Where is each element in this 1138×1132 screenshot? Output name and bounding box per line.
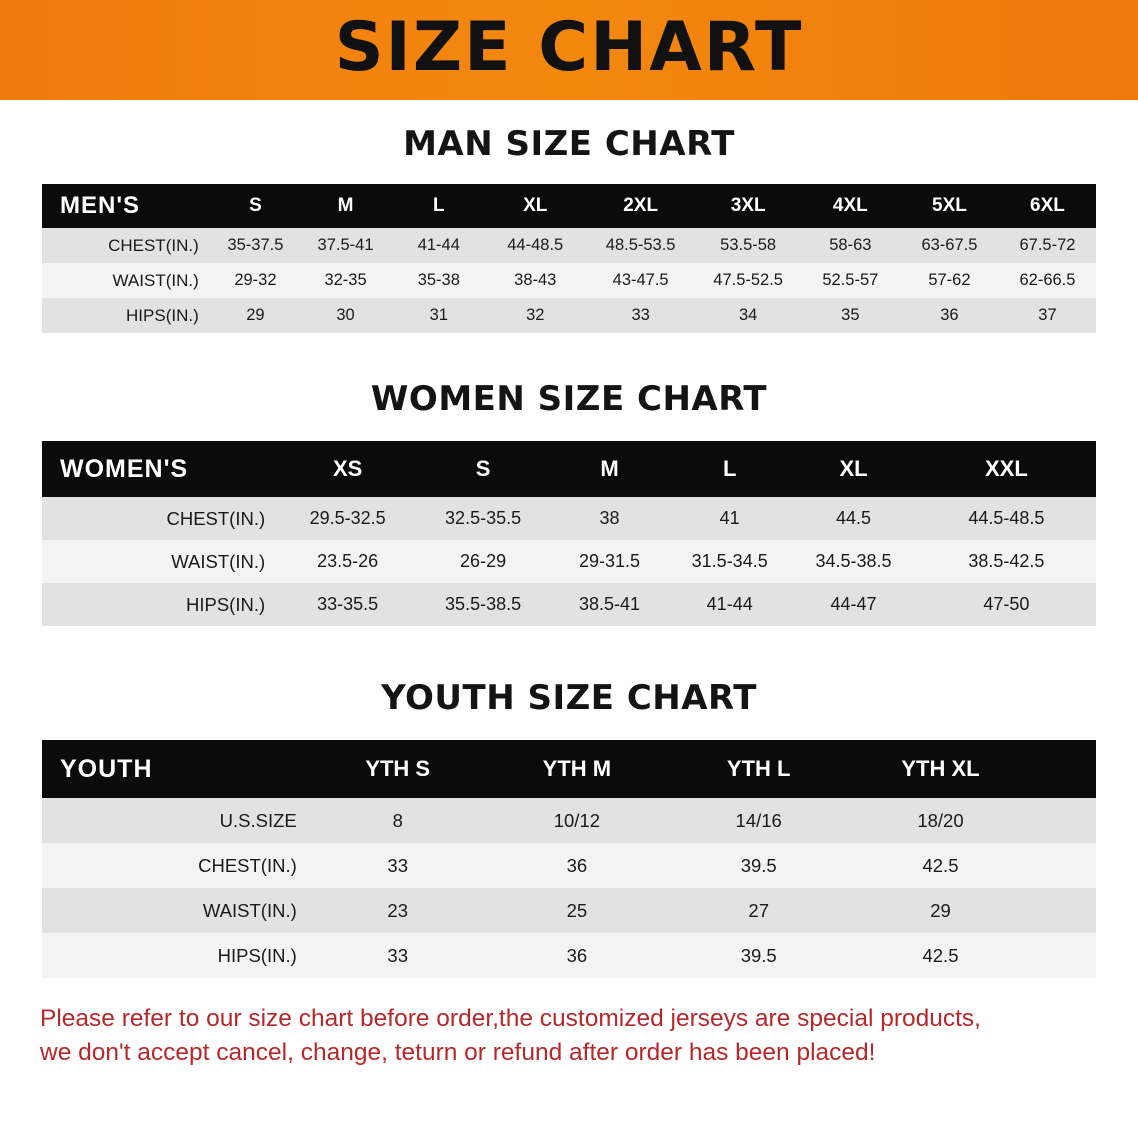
women-cell: 41	[719, 508, 740, 528]
man-header-cell: M	[337, 195, 354, 216]
table-row	[42, 298, 1096, 333]
youth-row-label: WAIST(IN.)	[202, 899, 297, 921]
women-cell: 32.5-35.5	[445, 508, 522, 528]
women-cell: 31.5-34.5	[691, 551, 768, 571]
man-cell: 37.5-41	[317, 236, 374, 254]
man-cell: 57-62	[928, 271, 971, 289]
man-cell: 33	[631, 306, 650, 324]
man-cell: 30	[336, 306, 355, 324]
table-row	[42, 228, 1096, 263]
youth-cell: 39.5	[740, 944, 777, 966]
youth-cell-spacer	[1033, 888, 1096, 933]
women-cell: 47-50	[983, 594, 1030, 614]
banner	[0, 0, 1138, 100]
man-header-cell: XL	[523, 195, 548, 216]
women-cell: 35.5-38.5	[445, 594, 522, 614]
youth-cell: 36	[566, 944, 588, 966]
table-row	[42, 888, 1096, 933]
man-header-cell: L	[433, 195, 445, 216]
man-cell: 34	[738, 306, 758, 324]
man-cell: 36	[940, 306, 959, 324]
youth-table-header-row	[42, 740, 1096, 798]
youth-cell: 10/12	[553, 809, 601, 831]
table-row	[42, 843, 1096, 888]
man-row-label: HIPS(IN.)	[126, 305, 199, 325]
man-table-header-row	[42, 184, 1096, 228]
policy-note	[40, 1002, 1098, 1070]
man-cell: 43-47.5	[612, 271, 669, 289]
women-cell: 44.5-48.5	[968, 508, 1045, 528]
women-header-cell: L	[722, 456, 737, 481]
women-header-cell: XS	[332, 456, 363, 481]
man-size-table	[42, 184, 1096, 333]
man-header-cell: 5XL	[931, 195, 967, 216]
youth-cell-spacer	[1033, 798, 1096, 843]
youth-section-heading: YOUTH SIZE CHART	[381, 678, 757, 718]
women-cell: 34.5-38.5	[815, 551, 892, 571]
table-row	[42, 540, 1096, 583]
youth-cell: 33	[387, 854, 408, 876]
youth-header-cell: YTH M	[542, 756, 612, 781]
man-cell: 41-44	[417, 236, 460, 254]
women-row-label: CHEST(IN.)	[166, 507, 266, 529]
women-cell: 41-44	[706, 594, 753, 614]
man-cell: 44-48.5	[507, 236, 564, 254]
man-cell: 47.5-52.5	[713, 271, 783, 289]
women-cell: 33-35.5	[317, 594, 379, 614]
youth-row-label: U.S.SIZE	[219, 809, 297, 831]
man-cell: 31	[429, 306, 448, 324]
man-cell: 29	[246, 306, 265, 324]
youth-cell-spacer	[1033, 843, 1096, 888]
youth-cell: 25	[566, 899, 588, 921]
table-row	[42, 497, 1096, 540]
man-cell: 48.5-53.5	[605, 236, 676, 254]
women-table-wrap	[42, 441, 1096, 626]
man-cell: 37	[1038, 306, 1057, 324]
man-cell: 52.5-57	[822, 271, 879, 289]
youth-cell: 33	[387, 944, 408, 966]
man-row-label: WAIST(IN.)	[112, 270, 199, 290]
women-cell: 29.5-32.5	[309, 508, 386, 528]
youth-cell: 42.5	[922, 944, 959, 966]
women-row-label: WAIST(IN.)	[171, 550, 266, 572]
man-cell: 32	[526, 306, 545, 324]
youth-cell: 18/20	[917, 809, 964, 831]
youth-header-cell: YTH XL	[901, 756, 980, 781]
youth-cell: 14/16	[735, 809, 782, 831]
youth-cell: 23	[387, 899, 408, 921]
youth-cell: 27	[748, 899, 769, 921]
women-table-header-row	[42, 441, 1096, 497]
man-header-cell: 3XL	[730, 195, 766, 216]
man-header-label: MEN'S	[60, 192, 141, 219]
man-cell: 35-37.5	[227, 236, 284, 254]
table-row	[42, 933, 1096, 978]
youth-cell: 42.5	[922, 854, 959, 876]
youth-header-label: YOUTH	[60, 754, 153, 783]
youth-header-cell: YTH L	[726, 756, 791, 781]
man-cell: 53.5-58	[720, 236, 777, 254]
man-cell: 62-66.5	[1019, 271, 1076, 289]
man-cell: 35-38	[417, 271, 460, 289]
women-cell: 38.5-41	[579, 594, 641, 614]
women-header-cell: XXL	[984, 456, 1028, 481]
women-cell: 44.5	[836, 508, 872, 528]
man-header-cell: 6XL	[1030, 195, 1065, 216]
women-size-table	[42, 441, 1096, 626]
youth-cell: 39.5	[740, 854, 777, 876]
women-cell: 23.5-26	[317, 551, 379, 571]
women-row-label: HIPS(IN.)	[186, 593, 266, 615]
women-header-cell: S	[475, 456, 491, 481]
youth-header-cell: YTH S	[365, 756, 431, 781]
women-cell: 26-29	[460, 551, 507, 571]
policy-note-line-1: Please refer to our size chart before order,the customized jerseys are special products,	[40, 1005, 981, 1032]
women-section-heading: WOMEN SIZE CHART	[370, 379, 768, 419]
man-cell: 58-63	[829, 236, 872, 254]
women-cell: 44-47	[830, 594, 877, 614]
man-section-heading: MAN SIZE CHART	[403, 124, 735, 164]
youth-cell: 36	[566, 854, 588, 876]
youth-cell: 29	[930, 899, 951, 921]
man-cell: 35	[841, 306, 860, 324]
youth-cell-spacer	[1033, 933, 1096, 978]
youth-table-wrap	[42, 740, 1096, 978]
table-row	[42, 263, 1096, 298]
policy-note-line-2: we don't accept cancel, change, teturn or refund after order has been placed!	[40, 1038, 876, 1066]
table-row	[42, 798, 1096, 843]
women-cell: 29-31.5	[579, 551, 641, 571]
women-header-label: WOMEN'S	[60, 454, 189, 483]
man-header-cell: 2XL	[623, 195, 659, 216]
youth-row-label: HIPS(IN.)	[217, 944, 297, 966]
man-cell: 29-32	[234, 271, 277, 289]
man-header-cell: S	[249, 195, 262, 216]
man-header-cell: 4XL	[832, 195, 868, 216]
youth-header-spacer	[1033, 740, 1096, 798]
man-cell: 67.5-72	[1019, 236, 1076, 254]
man-cell: 38-43	[514, 271, 557, 289]
man-cell: 32-35	[324, 271, 367, 289]
table-row	[42, 583, 1096, 626]
women-header-cell: XL	[839, 456, 868, 481]
women-cell: 38	[599, 508, 620, 528]
women-cell: 38.5-42.5	[968, 551, 1045, 571]
youth-row-label: CHEST(IN.)	[198, 854, 297, 876]
man-cell: 63-67.5	[921, 236, 978, 254]
man-row-label: CHEST(IN.)	[108, 235, 199, 255]
youth-cell: 8	[392, 809, 403, 831]
youth-size-table	[42, 740, 1096, 978]
page-title: SIZE CHART	[334, 8, 804, 87]
women-header-cell: M	[600, 456, 619, 481]
man-table-wrap	[42, 184, 1096, 333]
